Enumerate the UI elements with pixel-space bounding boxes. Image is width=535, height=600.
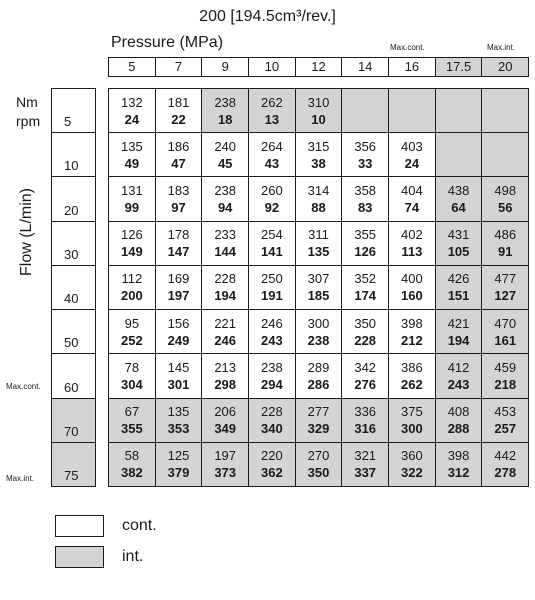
speed-value: 43: [264, 155, 280, 171]
speed-value: 301: [167, 376, 190, 392]
flow-value: 5: [64, 114, 72, 130]
torque-value: 178: [167, 227, 190, 243]
flow-cell: [52, 132, 95, 176]
table-cell: [109, 443, 155, 486]
torque-value: 260: [261, 183, 283, 199]
torque-value: 135: [167, 404, 190, 420]
flow-value: 10: [64, 158, 79, 174]
speed-value: 97: [171, 200, 186, 216]
torque-value: 408: [447, 404, 470, 420]
torque-value: 412: [447, 359, 470, 375]
table-cell: [295, 89, 342, 132]
speed-value: 243: [447, 376, 470, 392]
table-cell: [109, 89, 155, 132]
table-row: [109, 398, 528, 442]
speed-value: 212: [401, 332, 423, 348]
speed-value: 141: [261, 244, 283, 260]
speed-value: 160: [401, 288, 423, 304]
torque-value: 358: [354, 183, 377, 199]
torque-value: 95: [124, 315, 140, 331]
torque-value: 183: [167, 183, 190, 199]
torque-value: 498: [494, 183, 517, 199]
torque-value: 438: [447, 183, 470, 199]
speed-value: 47: [171, 155, 186, 171]
speed-value: 316: [354, 421, 377, 437]
table-cell: [248, 177, 295, 220]
speed-value: 246: [214, 332, 237, 348]
torque-value: 289: [307, 359, 330, 375]
speed-value: 151: [447, 288, 470, 304]
table-cell: [481, 222, 528, 265]
row-header-rpm: rpm: [16, 113, 41, 129]
flow-cell: [52, 442, 95, 486]
flow-cell: [52, 221, 95, 265]
max-int-note-top: Max.int.: [487, 43, 516, 52]
speed-value: 252: [120, 332, 143, 348]
table-row: [109, 265, 528, 309]
speed-value: 194: [447, 332, 470, 348]
table-cell: [435, 222, 482, 265]
speed-value: 353: [167, 421, 190, 437]
speed-value: 185: [307, 288, 330, 304]
table-cell: [435, 443, 482, 486]
pressure-header-cell: 9: [201, 58, 248, 76]
torque-value: 186: [167, 138, 190, 154]
torque-value: 350: [354, 315, 377, 331]
speed-value: 88: [311, 200, 326, 216]
table-row: [109, 353, 528, 397]
torque-value: 453: [494, 404, 517, 420]
table-cell: [295, 266, 342, 309]
table-cell: [295, 133, 342, 176]
torque-value: 58: [124, 448, 140, 464]
speed-value: 238: [307, 332, 330, 348]
speed-value: 300: [401, 421, 423, 437]
table-cell: [155, 354, 202, 397]
torque-value: 156: [167, 315, 190, 331]
speed-value: 362: [261, 465, 283, 481]
flow-value: 75: [64, 467, 79, 483]
speed-value: 83: [357, 200, 373, 216]
torque-value: 197: [214, 448, 237, 464]
table-cell: [295, 310, 342, 353]
speed-value: 249: [167, 332, 190, 348]
table-cell: [481, 399, 528, 442]
table-cell: [481, 133, 528, 176]
torque-value: 169: [167, 271, 190, 287]
table-cell: [481, 177, 528, 220]
speed-value: 194: [214, 288, 237, 304]
speed-value: 218: [494, 376, 517, 392]
table-cell: [295, 177, 342, 220]
table-cell: [109, 177, 155, 220]
speed-value: 127: [494, 288, 517, 304]
speed-value: 113: [401, 244, 423, 260]
table-cell: [388, 89, 435, 132]
pressure-header-cell: 5: [128, 59, 136, 74]
speed-value: 45: [217, 155, 233, 171]
speed-value: 197: [167, 288, 190, 304]
speed-value: 105: [447, 244, 470, 260]
torque-value: 277: [307, 404, 330, 420]
table-cell: [295, 443, 342, 486]
torque-value: 307: [307, 271, 330, 287]
table-cell: [155, 177, 202, 220]
torque-value: 314: [307, 183, 330, 199]
speed-value: 147: [167, 244, 190, 260]
table-row: [109, 309, 528, 353]
table-row: [109, 176, 528, 220]
torque-value: 352: [354, 271, 377, 287]
table-cell: [201, 354, 248, 397]
table-cell: [435, 89, 482, 132]
torque-value: 459: [494, 359, 517, 375]
speed-value: 329: [307, 421, 330, 437]
speed-value: 149: [120, 244, 143, 260]
torque-value: 398: [447, 448, 470, 464]
speed-value: 22: [171, 111, 186, 127]
torque-value: 135: [120, 138, 143, 154]
table-cell: [201, 89, 248, 132]
flow-cell: [52, 89, 95, 132]
torque-value: 250: [261, 271, 283, 287]
table-cell: [388, 354, 435, 397]
table-row: [109, 442, 528, 486]
table-cell: [481, 89, 528, 132]
table-cell: [248, 399, 295, 442]
torque-value: 240: [214, 138, 237, 154]
max-int-note-side: Max.int.: [6, 474, 35, 483]
table-cell: [155, 399, 202, 442]
table-cell: [388, 177, 435, 220]
flow-cell: [52, 309, 95, 353]
speed-value: 24: [404, 155, 420, 171]
table-cell: [109, 222, 155, 265]
speed-value: 144: [214, 244, 237, 260]
pressure-header-cell: 20: [481, 58, 528, 76]
legend-cont-label: cont.: [122, 517, 157, 534]
table-cell: [341, 266, 388, 309]
table-cell: [201, 399, 248, 442]
torque-value: 355: [354, 227, 377, 243]
torque-value: 342: [354, 359, 377, 375]
torque-value: 213: [214, 359, 237, 375]
flow-cell: [52, 176, 95, 220]
pressure-header-cell: 7: [155, 58, 202, 76]
table-cell: [341, 399, 388, 442]
speed-value: 312: [447, 465, 470, 481]
legend-int-swatch: [55, 546, 104, 568]
speed-value: 64: [451, 200, 466, 216]
torque-value: 233: [214, 227, 237, 243]
speed-value: 91: [497, 244, 513, 260]
table-cell: [248, 266, 295, 309]
torque-value: 145: [167, 359, 190, 375]
table-cell: [201, 177, 248, 220]
table-cell: [435, 399, 482, 442]
table-cell: [248, 89, 295, 132]
torque-value: 221: [214, 315, 237, 331]
max-cont-note-side: Max.cont.: [6, 382, 41, 391]
torque-value: 360: [401, 448, 423, 464]
torque-value: 470: [494, 315, 517, 331]
max-cont-note-top: Max.cont.: [390, 43, 425, 52]
torque-value: 404: [401, 183, 423, 199]
flow-cell: [52, 398, 95, 442]
torque-value: 386: [401, 359, 423, 375]
speed-value: 38: [311, 155, 326, 171]
flow-value: 50: [64, 335, 79, 351]
pressure-axis-label: Pressure (MPa): [111, 34, 224, 51]
torque-value: 400: [401, 271, 423, 287]
torque-value: 311: [308, 227, 329, 243]
table-cell: [109, 266, 155, 309]
torque-value: 238: [261, 359, 283, 375]
torque-value: 112: [121, 271, 143, 287]
torque-value: 477: [494, 271, 517, 287]
table-cell: [248, 222, 295, 265]
flow-axis-label: Flow (L/min): [18, 187, 35, 277]
speed-value: 257: [494, 421, 517, 437]
table-cell: [341, 310, 388, 353]
table-row: [109, 89, 528, 132]
speed-value: 24: [124, 111, 140, 127]
speed-value: 298: [214, 376, 237, 392]
speed-value: 18: [217, 111, 233, 127]
flow-value: 40: [64, 291, 79, 307]
speed-value: 200: [120, 288, 143, 304]
torque-value: 220: [261, 448, 283, 464]
table-cell: [201, 310, 248, 353]
flow-value: 60: [64, 379, 79, 395]
torque-value: 375: [401, 404, 423, 420]
speed-value: 228: [354, 332, 377, 348]
torque-value: 270: [307, 448, 330, 464]
speed-value: 340: [261, 421, 283, 437]
speed-value: 294: [261, 376, 283, 392]
table-cell: [388, 222, 435, 265]
torque-value: 206: [214, 404, 237, 420]
table-cell: [435, 133, 482, 176]
flow-value: 70: [64, 423, 79, 439]
torque-value: 421: [447, 315, 470, 331]
table-cell: [295, 222, 342, 265]
table-cell: [388, 443, 435, 486]
table-cell: [388, 399, 435, 442]
speed-value: 304: [120, 376, 143, 392]
table-cell: [109, 310, 155, 353]
speed-value: 262: [401, 376, 423, 392]
torque-value: 310: [307, 94, 330, 110]
pressure-header-cell: 12: [295, 58, 342, 76]
torque-value: 426: [447, 271, 470, 287]
legend-cont-swatch: [55, 515, 104, 537]
speed-value: 174: [354, 288, 377, 304]
flow-value: 30: [64, 246, 79, 262]
torque-value: 132: [120, 94, 143, 110]
table-cell: [435, 310, 482, 353]
pressure-header-cell: 10: [248, 58, 295, 76]
speed-value: 49: [124, 155, 140, 171]
table-row: [109, 132, 528, 176]
table-cell: [481, 443, 528, 486]
speed-value: 379: [167, 465, 190, 481]
speed-value: 350: [307, 465, 330, 481]
speed-value: 99: [124, 200, 140, 216]
table-cell: [155, 133, 202, 176]
table-cell: [341, 89, 388, 132]
torque-value: 315: [307, 138, 330, 154]
torque-value: 398: [401, 315, 423, 331]
speed-value: 33: [357, 155, 373, 171]
torque-value: 356: [354, 138, 377, 154]
torque-value: 125: [167, 448, 190, 464]
table-cell: [481, 266, 528, 309]
table-cell: [341, 443, 388, 486]
table-cell: [435, 266, 482, 309]
torque-value: 228: [214, 271, 237, 287]
legend-int-label: int.: [122, 548, 144, 565]
torque-value: 486: [494, 227, 517, 243]
speed-value: 74: [404, 200, 420, 216]
torque-value: 403: [401, 138, 423, 154]
flow-cell: [52, 353, 95, 397]
table-cell: [109, 399, 155, 442]
table-cell: [201, 133, 248, 176]
speed-value: 92: [264, 200, 280, 216]
speed-value: 94: [217, 200, 233, 216]
torque-value: 67: [124, 404, 140, 420]
table-cell: [109, 133, 155, 176]
speed-value: 288: [447, 421, 470, 437]
torque-value: 300: [307, 315, 330, 331]
flow-cell: [52, 265, 95, 309]
torque-value: 336: [354, 404, 377, 420]
torque-value: 238: [214, 183, 237, 199]
speed-value: 243: [261, 332, 283, 348]
table-cell: [295, 399, 342, 442]
table-cell: [155, 310, 202, 353]
data-table: [108, 88, 529, 487]
table-cell: [248, 133, 295, 176]
speed-value: 135: [307, 244, 330, 260]
speed-value: 349: [214, 421, 237, 437]
table-cell: [341, 177, 388, 220]
torque-value: 254: [261, 227, 283, 243]
torque-value: 228: [261, 404, 283, 420]
table-cell: [155, 266, 202, 309]
speed-value: 276: [354, 376, 377, 392]
pressure-header-cell: 14: [341, 58, 388, 76]
table-cell: [155, 89, 202, 132]
torque-value: 262: [261, 94, 283, 110]
table-cell: [109, 354, 155, 397]
torque-value: 131: [120, 183, 143, 199]
table-cell: [435, 177, 482, 220]
table-cell: [481, 354, 528, 397]
pressure-header-cell: 16: [388, 58, 435, 76]
table-row: [109, 221, 528, 265]
speed-value: 161: [494, 332, 517, 348]
speed-value: 382: [120, 465, 143, 481]
pressure-header-row: [108, 57, 529, 77]
row-header-nm: Nm: [16, 94, 38, 110]
table-cell: [248, 443, 295, 486]
speed-value: 355: [120, 421, 143, 437]
speed-value: 56: [497, 200, 513, 216]
torque-value: 321: [354, 448, 377, 464]
speed-value: 278: [494, 465, 517, 481]
flow-value: 20: [64, 202, 79, 218]
torque-value: 442: [494, 448, 517, 464]
torque-value: 264: [261, 138, 283, 154]
flow-column: [51, 88, 96, 487]
table-cell: [388, 266, 435, 309]
torque-value: 181: [167, 94, 190, 110]
pressure-header-cell: 17.5: [435, 58, 482, 76]
page-title: 200 [194.5cm³/rev.]: [199, 8, 336, 25]
table-cell: [248, 354, 295, 397]
table-cell: [201, 222, 248, 265]
speed-value: 191: [261, 288, 283, 304]
table-cell: [248, 310, 295, 353]
table-cell: [155, 222, 202, 265]
speed-value: 286: [307, 376, 330, 392]
torque-value: 238: [214, 94, 237, 110]
torque-value: 78: [124, 359, 140, 375]
table-cell: [201, 266, 248, 309]
torque-value: 402: [401, 227, 423, 243]
speed-value: 13: [264, 111, 280, 127]
table-cell: [341, 354, 388, 397]
table-cell: [295, 354, 342, 397]
torque-value: 431: [447, 227, 470, 243]
table-cell: [481, 310, 528, 353]
torque-value: 126: [120, 227, 143, 243]
table-cell: [155, 443, 202, 486]
table-cell: [388, 133, 435, 176]
speed-value: 10: [311, 111, 326, 127]
speed-value: 322: [401, 465, 423, 481]
torque-value: 246: [261, 315, 283, 331]
speed-value: 337: [354, 465, 377, 481]
table-cell: [341, 133, 388, 176]
speed-value: 126: [354, 244, 377, 260]
table-cell: [201, 443, 248, 486]
table-cell: [341, 222, 388, 265]
table-cell: [435, 354, 482, 397]
speed-value: 373: [214, 465, 237, 481]
table-cell: [388, 310, 435, 353]
